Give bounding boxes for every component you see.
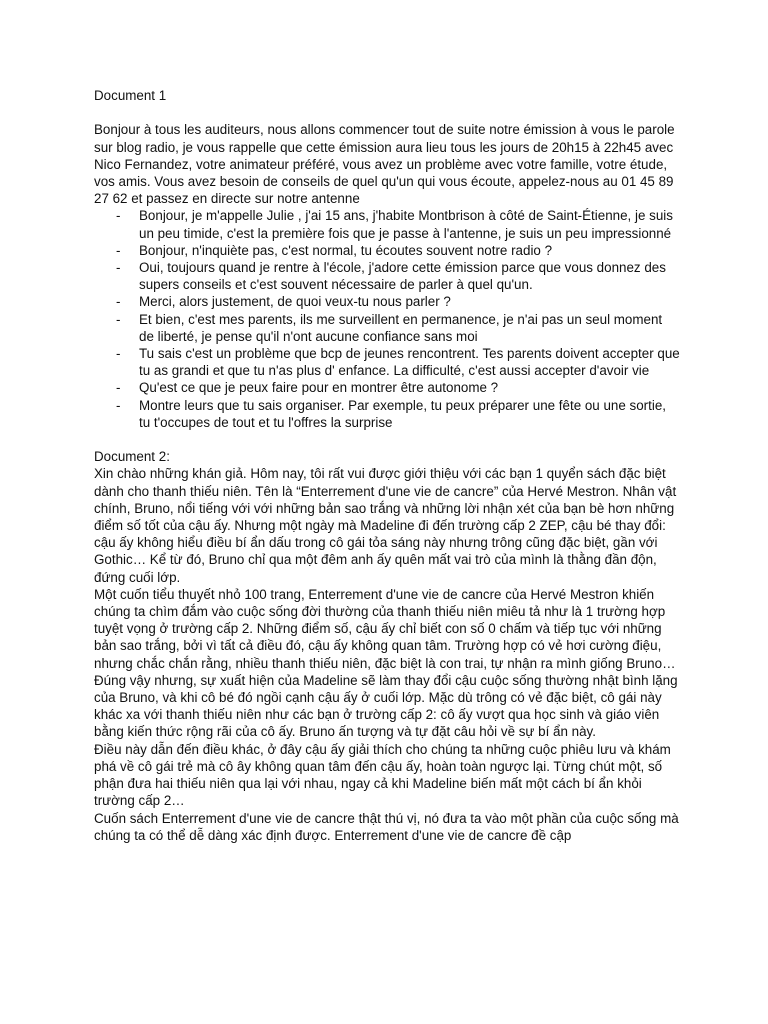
dialogue-text: Tu sais c'est un problème que bcp de jeunes rencontrent. Tes parents doivent accepter que tu as grandi et que tu n'as plus d' enfance. La difficulté, c'est aussi accepter d'avoir vie — [139, 346, 680, 379]
dialogue-text: Montre leurs que tu sais organiser. Par exemple, tu peux préparer une fête ou une sortie, tu t'occupes de tout et tu l'offres la surprise — [139, 397, 667, 430]
list-dash: - — [116, 346, 121, 362]
spacer — [94, 431, 680, 448]
dialogue-line — [94, 242, 680, 259]
dialogue-text: Merci, alors justement, de quoi veux-tu nous parler ? — [139, 294, 451, 310]
dialogue-line — [94, 345, 680, 379]
dialogue-line — [94, 397, 680, 431]
list-dash: - — [116, 311, 121, 327]
document2-paragraph: Điều này dẫn đến điều khác, ở đây cậu ấy giải thích cho chúng ta những cuộc phiêu lưu và khám phá về cô gái trẻ mà cô ây không quan tâm đến cậu ấy, hoàn toàn ngược lại. Từng chút một, số phận đưa hai thiếu niên qua lại với nhau, ngay cả khi Madeline biến mất một cách bí ẩn khỏi trường cấp 2… — [94, 741, 671, 809]
list-dash: - — [116, 397, 121, 413]
document2-paragraph: Một cuốn tiểu thuyết nhỏ 100 trang, Enterrement d'une vie de cancre của Hervé Mestron khiến chúng ta chìm đắm vào cuộc sống đời thường của thanh thiếu niên miêu tả như là 1 trường hợp tuyệt vọng ở trường cấp 2. Những điểm số, cậu ấy chỉ biết con số 0 chấm và tiếp tục với những bản sao trắng, bởi vì tất cả điều đó, cậu ấy không quan tâm. Trường hợp có vẻ hơi cường điệu, nhưng chắc chắn rằng, nhiều thanh thiếu niên, đặc biệt là con trai, tự nhận ra mình giống Bruno… — [94, 586, 676, 671]
dialogue-text: Bonjour, n'inquiète pas, c'est normal, tu écoutes souvent notre radio ? — [139, 242, 553, 258]
dialogue-list — [94, 207, 680, 431]
list-dash: - — [116, 242, 121, 258]
document-body — [94, 87, 680, 844]
dialogue-text: Oui, toujours quand je rentre à l'école, j'adore cette émission parce que vous donnez des supers conseils et c'est souvent nécessaire de parler à quel qu'un. — [139, 260, 666, 293]
dialogue-text: Qu'est ce que je peux faire pour en montrer être autonome ? — [139, 380, 499, 396]
dialogue-line — [94, 311, 680, 345]
document1-intro: Bonjour à tous les auditeurs, nous allons commencer tout de suite notre émission à vous le parole sur blog radio, je vous rappelle que cette émission aura lieu tous les jours de 20h15 à 22h45 avec Nico Fernandez, votre animateur préféré, vous avez un problème avec votre famille, votre étude, vos amis. Vous avez besoin de conseils de quel qu'un qui vous écoute, appelez-nous au 01 45 89 27 62 et passez en directe sur notre antenne — [94, 122, 675, 207]
list-dash: - — [116, 208, 121, 224]
dialogue-line — [94, 379, 680, 396]
document1-title: Document 1 — [94, 88, 167, 103]
dialogue-line — [94, 207, 680, 241]
dialogue-line — [94, 293, 680, 310]
document2-paragraph: Đúng vậy nhưng, sự xuất hiện của Madeline sẽ làm thay đổi cậu cuộc sống thường nhật bình lặng của Bruno, và khi cô bé đó ngồi cạnh cậu ấy ở cuối lớp. Mặc dù trông có vẻ đặc biệt, cô gái này khác xa với thanh thiếu niên như các bạn ở trường cấp 2: cô ấy vượt qua học sinh và giáo viên bằng kiến thức rộng rãi của cô ấy. Bruno ấn tượng và tự đặt câu hỏi về sự bí ẩn này. — [94, 672, 678, 740]
spacer — [94, 104, 680, 121]
document2-title: Document 2: — [94, 449, 170, 465]
list-dash: - — [116, 380, 121, 396]
dialogue-line — [94, 259, 680, 293]
list-dash: - — [116, 260, 121, 276]
dialogue-text: Et bien, c'est mes parents, ils me surveillent en permanence, je n'ai pas un seul moment de liberté, je pense qu'il n'ont aucune confiance sans moi — [139, 311, 663, 344]
dialogue-text: Bonjour, je m'appelle Julie , j'ai 15 ans, j'habite Montbrison à côté de Saint-Étienne, je suis un peu timide, c'est la première fois que je passe à l'antenne, je suis un peu impressionné — [139, 208, 673, 241]
document2-paragraph: Xin chào những khán giả. Hôm nay, tôi rất vui được giới thiệu với các bạn 1 quyển sách đặc biệt dành cho thanh thiếu niên. Tên là “Enterrement d'une vie de cancre” của Hervé Mestron. Nhân vật chính, Bruno, nổi tiếng với với những bản sao trắng và những lời nhận xét của bạn bè hơn những điểm số tốt của cậu ấy. Nhưng một ngày mà Madeline đi đến trường cấp 2 ZEP, cậu bé thay đổi: cậu ấy không hiểu điều bí ẩn dấu trong cô gái tỏa sáng này nhưng trông cũng đặc biệt, gần với Gothic… Kể từ đó, Bruno chỉ qua một đêm anh ấy quên mất vai trò của mình là thằng đần độn, đứng cuối lớp. — [94, 466, 677, 585]
document2-section — [94, 448, 680, 844]
list-dash: - — [116, 294, 121, 310]
document2-paragraph: Cuốn sách Enterrement d'une vie de cancre thật thú vị, nó đưa ta vào một phần của cuộc sống mà chúng ta có thể dễ dàng xác định được. Enterrement d'une vie de cancre đề cập — [94, 810, 679, 843]
